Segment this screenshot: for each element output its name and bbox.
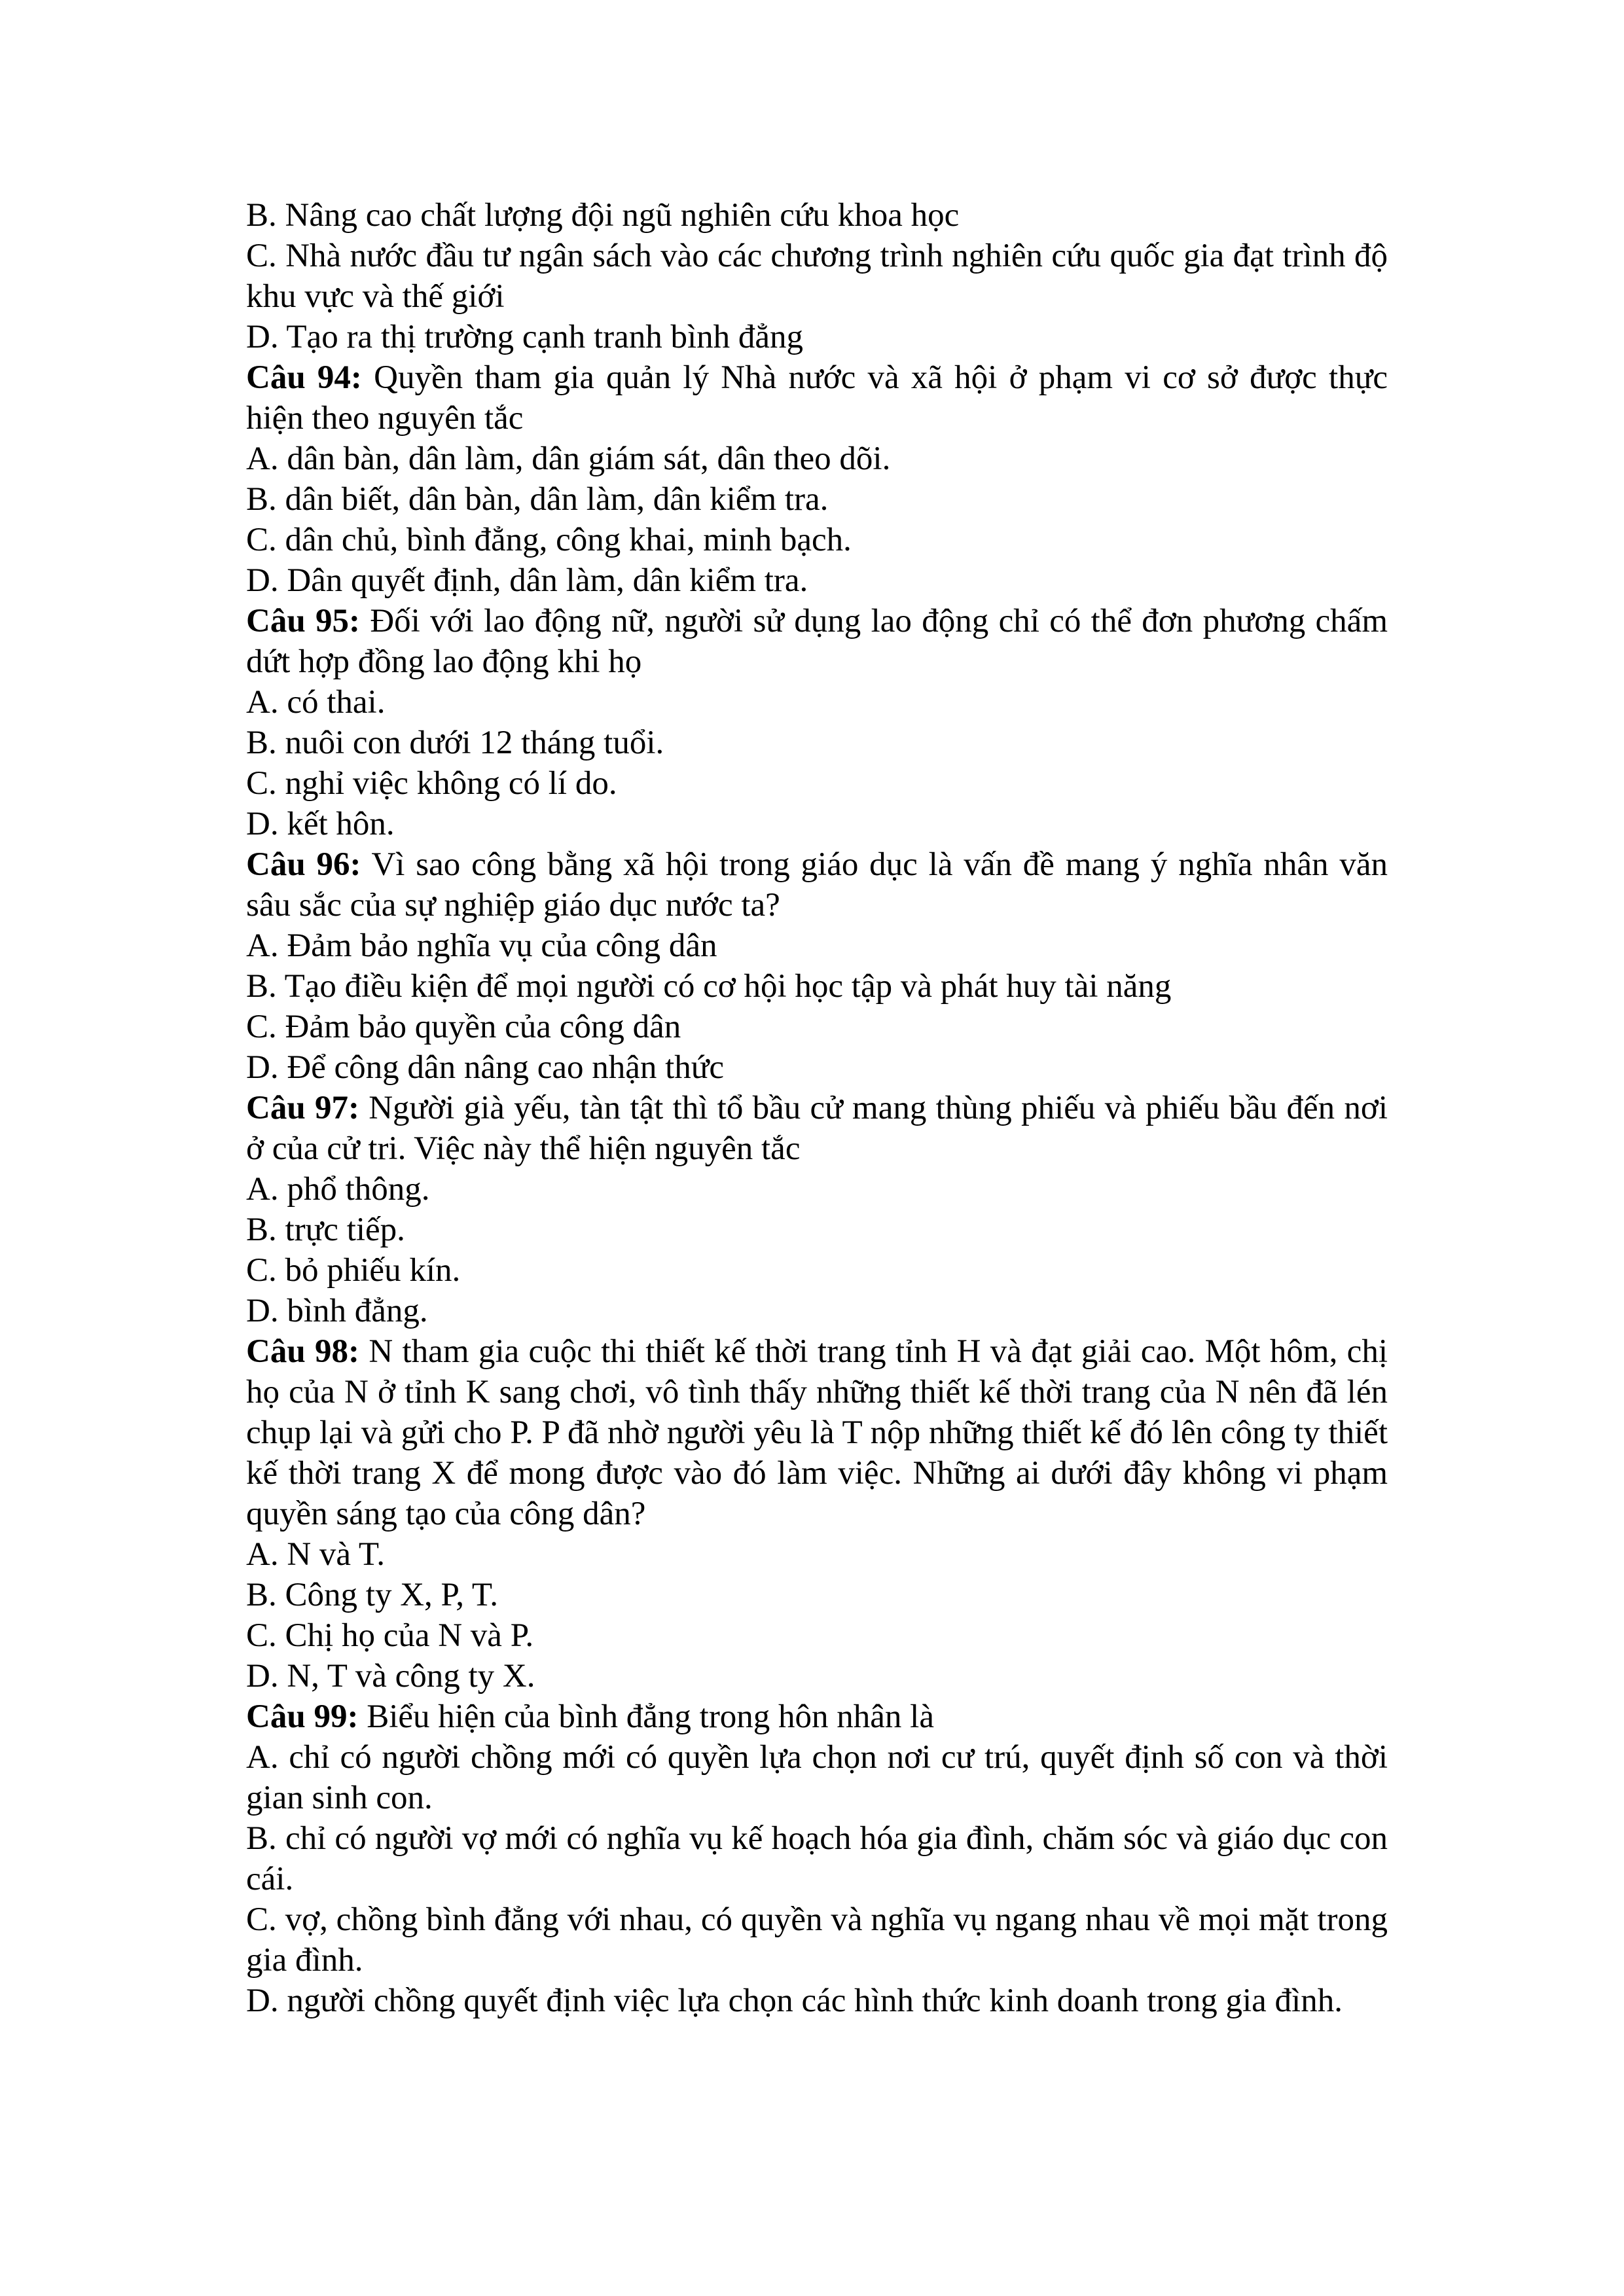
option-c: C. vợ, chồng bình đẳng với nhau, có quyền và nghĩa vụ ngang nhau về mọi mặt trong gia đình. [246,1901,1388,1979]
option-a: A. chỉ có người chồng mới có quyền lựa chọn nơi cư trú, quyết định số con và thời gian sinh con. [246,1739,1388,1816]
previous-question-options [246,195,1388,357]
question-98 [246,1331,1388,1696]
option-a: A. N và T. [246,1536,385,1573]
question-95 [246,601,1388,844]
option-b: B. Nâng cao chất lượng đội ngũ nghiên cứu khoa học [246,197,960,234]
question-stem [246,1088,1388,1169]
option-c: C. Đảm bảo quyền của công dân [246,1009,681,1045]
question-text: Quyền tham gia quản lý Nhà nước và xã hội ở phạm vi cơ sở được thực hiện theo nguyên tắc [246,359,1388,437]
option-d: D. kết hôn. [246,806,395,842]
option-d: D. Tạo ra thị trường cạnh tranh bình đẳng [246,319,804,355]
option-c: C. dân chủ, bình đẳng, công khai, minh bạch. [246,522,852,558]
question-label: Câu 96: [246,846,361,883]
option-b: B. trực tiếp. [246,1211,405,1248]
option-c: C. Chị họ của N và P. [246,1617,534,1654]
option-a: A. phổ thông. [246,1171,430,1208]
option-a: A. Đảm bảo nghĩa vụ của công dân [246,927,717,964]
question-label: Câu 94: [246,359,362,396]
option-c: C. bỏ phiếu kín. [246,1252,461,1289]
question-97 [246,1088,1388,1331]
option-d: D. bình đẳng. [246,1293,428,1329]
question-text: N tham gia cuộc thi thiết kế thời trang tỉnh H và đạt giải cao. Một hôm, chị họ của N ở tỉnh K sang chơi, vô tình thấy những thiết kế thời trang của N nên đã lén chụp lại và gửi cho P. P đã nhờ người yêu là T nộp những thiết kế đó lên công ty thiết kế thời trang X để mong được vào đó làm việc. Những ai dưới đây không vi phạm quyền sáng tạo của công dân? [246,1333,1388,1532]
option-b: B. nuôi con dưới 12 tháng tuổi. [246,725,664,761]
question-stem [246,601,1388,682]
document-page [246,195,1388,2021]
option-b: B. Tạo điều kiện để mọi người có cơ hội học tập và phát huy tài năng [246,968,1172,1005]
option-d: D. người chồng quyết định việc lựa chọn các hình thức kinh doanh trong gia đình. [246,1982,1343,2019]
option-a: A. dân bàn, dân làm, dân giám sát, dân theo dõi. [246,440,891,477]
question-label: Câu 97: [246,1090,359,1126]
question-text: Người già yếu, tàn tật thì tổ bầu cử mang thùng phiếu và phiếu bầu đến nơi ở của cử tri. Việc này thể hiện nguyên tắc [246,1090,1388,1167]
question-stem [246,357,1388,439]
question-stem [246,844,1388,925]
question-stem [246,1696,1388,1737]
question-96 [246,844,1388,1088]
question-99 [246,1696,1388,2021]
question-stem [246,1331,1388,1534]
option-d: D. Để công dân nâng cao nhận thức [246,1049,725,1086]
option-b: B. chỉ có người vợ mới có nghĩa vụ kế hoạch hóa gia đình, chăm sóc và giáo dục con cái. [246,1820,1388,1897]
option-d: D. N, T và công ty X. [246,1658,535,1695]
option-d: D. Dân quyết định, dân làm, dân kiểm tra. [246,562,808,599]
question-label: Câu 98: [246,1333,360,1370]
question-label: Câu 95: [246,603,361,639]
question-label: Câu 99: [246,1698,359,1735]
option-c: C. nghỉ việc không có lí do. [246,765,617,802]
option-a: A. có thai. [246,684,386,721]
question-text: Vì sao công bằng xã hội trong giáo dục là vấn đề mang ý nghĩa nhân văn sâu sắc của sự nghiệp giáo dục nước ta? [246,846,1388,924]
question-text: Đối với lao động nữ, người sử dụng lao động chỉ có thể đơn phương chấm dứt hợp đồng lao động khi họ [246,603,1388,680]
option-b: B. Công ty X, P, T. [246,1577,498,1613]
option-c: C. Nhà nước đầu tư ngân sách vào các chương trình nghiên cứu quốc gia đạt trình độ khu vực và thế giới [246,238,1388,315]
question-text: Biểu hiện của bình đẳng trong hôn nhân là [358,1698,934,1735]
question-94 [246,357,1388,601]
option-b: B. dân biết, dân bàn, dân làm, dân kiểm tra. [246,481,829,518]
